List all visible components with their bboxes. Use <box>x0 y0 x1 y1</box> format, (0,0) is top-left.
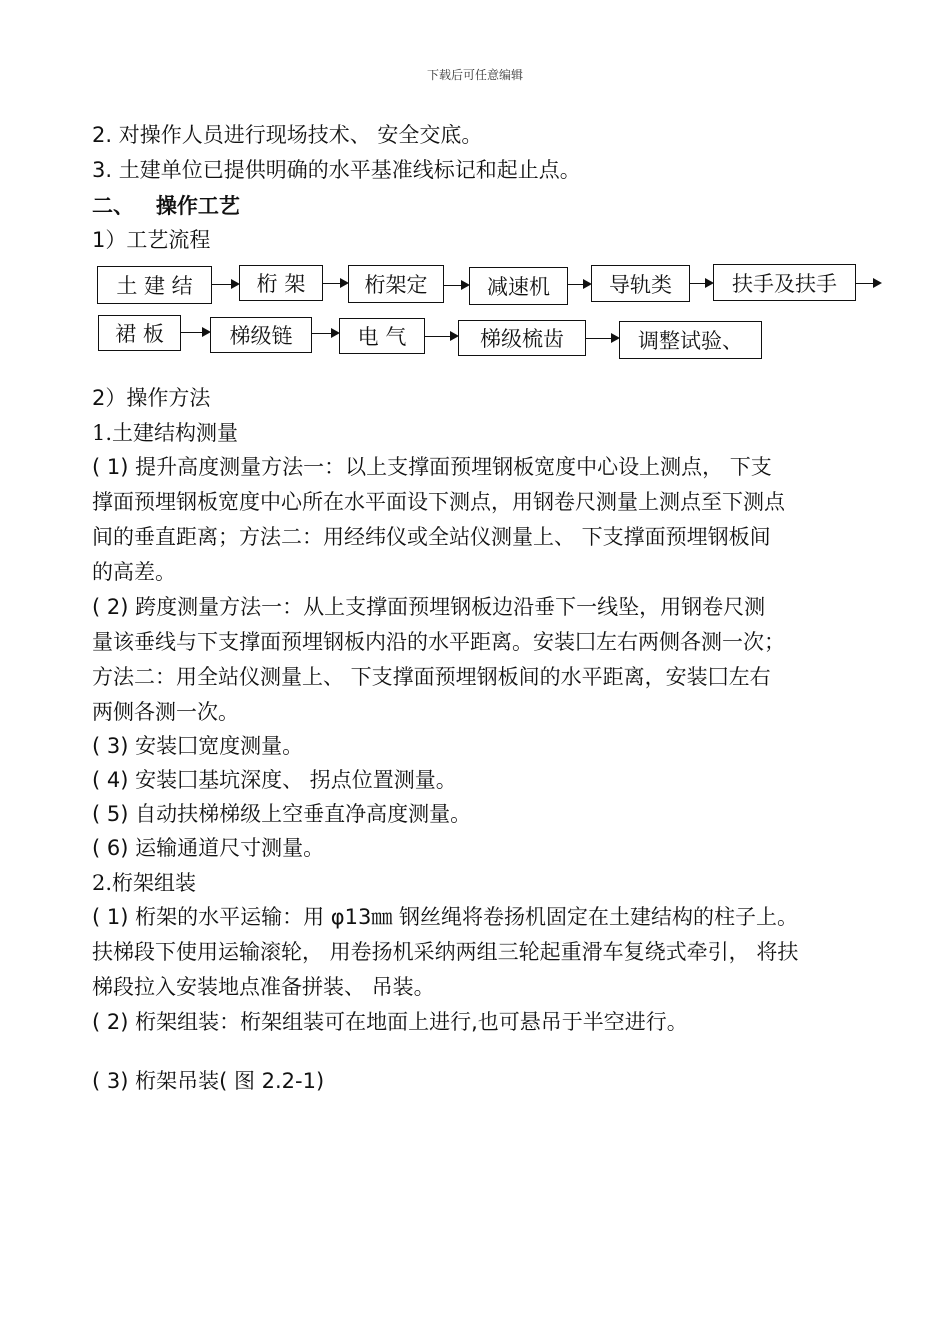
item-heading: 1.土建结构测量 <box>92 421 239 445</box>
flow-box-electrical: 电 气 <box>339 318 425 354</box>
flow-box-reducer: 减速机 <box>469 267 568 305</box>
text-line: 间的垂直距离；方法二：用经纬仪或全站仪测量上、 下支撑面预埋钢板间 <box>92 525 771 549</box>
flow-box-civil: 土 建 结 <box>97 266 212 304</box>
flow-arrow <box>444 285 468 286</box>
section-heading: 二、 操作工艺 <box>92 194 240 218</box>
flow-box-skirt: 裙 板 <box>98 315 181 351</box>
page-header: 下载后可任意编辑 <box>426 68 523 82</box>
text-line: 的高差。 <box>92 560 176 584</box>
text-line: 3. 土建单位已提供明确的水平基准线标记和起止点。 <box>92 158 581 182</box>
flow-arrow <box>181 332 209 333</box>
text-line: ( 1) 提升高度测量方法一：以上支撑面预埋钢板宽度中心设上测点， 下支 <box>92 455 772 479</box>
text-line: 两侧各测一次。 <box>92 700 239 724</box>
text-line: ( 6) 运输通道尺寸测量。 <box>92 836 325 860</box>
text-line: ( 4) 安装囗基坑深度、 拐点位置测量。 <box>92 768 457 792</box>
item-heading: 2.桁架组装 <box>92 871 197 895</box>
text-line: 梯段拉入安装地点准备拼装、 吊装。 <box>92 975 435 999</box>
flow-arrow <box>212 284 238 285</box>
flow-arrow <box>323 283 347 284</box>
text-line: 量该垂线与下支撑面预埋钢板内沿的水平距离。安装囗左右两侧各测一次； <box>92 630 785 654</box>
flow-arrow <box>856 283 880 284</box>
text-line: ( 2) 跨度测量方法一：从上支撑面预埋钢板边沿垂下一线坠，用钢卷尺测 <box>92 595 766 619</box>
text-line: 方法二：用全站仪测量上、 下支撑面预埋钢板间的水平距离，安装囗左右 <box>92 665 771 689</box>
flow-box-step-chain: 梯级链 <box>210 317 312 353</box>
text-line: ( 2) 桁架组装：桁架组装可在地面上进行,也可悬吊于半空进行。 <box>92 1010 688 1034</box>
subsection-heading: 1）工艺流程 <box>92 228 211 252</box>
flow-arrow <box>425 336 457 337</box>
flow-arrow <box>312 333 338 334</box>
flow-box-truss: 桁 架 <box>239 265 323 301</box>
text-line: ( 3) 桁架吊装( 图 2.2-1) <box>92 1069 325 1093</box>
text-line: 2. 对操作人员进行现场技术、 安全交底。 <box>92 123 483 147</box>
flow-arrow <box>690 283 712 284</box>
text-line: ( 1) 桁架的水平运输：用 φ13㎜ 钢丝绳将卷扬机固定在土建结构的柱子上。 <box>92 905 799 929</box>
flow-box-adjust-test: 调整试验、 <box>619 321 762 359</box>
flow-box-guide-rail: 导轨类 <box>591 265 690 302</box>
subsection-heading: 2）操作方法 <box>92 386 211 410</box>
flow-arrow <box>568 284 590 285</box>
text-line: ( 5) 自动扶梯梯级上空垂直净高度测量。 <box>92 802 472 826</box>
flow-box-truss-fix: 桁架定 <box>348 265 444 303</box>
text-line: 撑面预埋钢板宽度中心所在水平面设下测点，用钢卷尺测量上测点至下测点 <box>92 490 785 514</box>
flow-box-comb: 梯级梳齿 <box>458 320 586 356</box>
text-line: ( 3) 安装囗宽度测量。 <box>92 734 304 758</box>
text-line: 扶梯段下使用运输滚轮， 用卷扬机采纳两组三轮起重滑车复绕式牵引， 将扶 <box>92 940 799 964</box>
flow-arrow <box>586 338 618 339</box>
flow-box-handrail: 扶手及扶手 <box>713 264 856 301</box>
